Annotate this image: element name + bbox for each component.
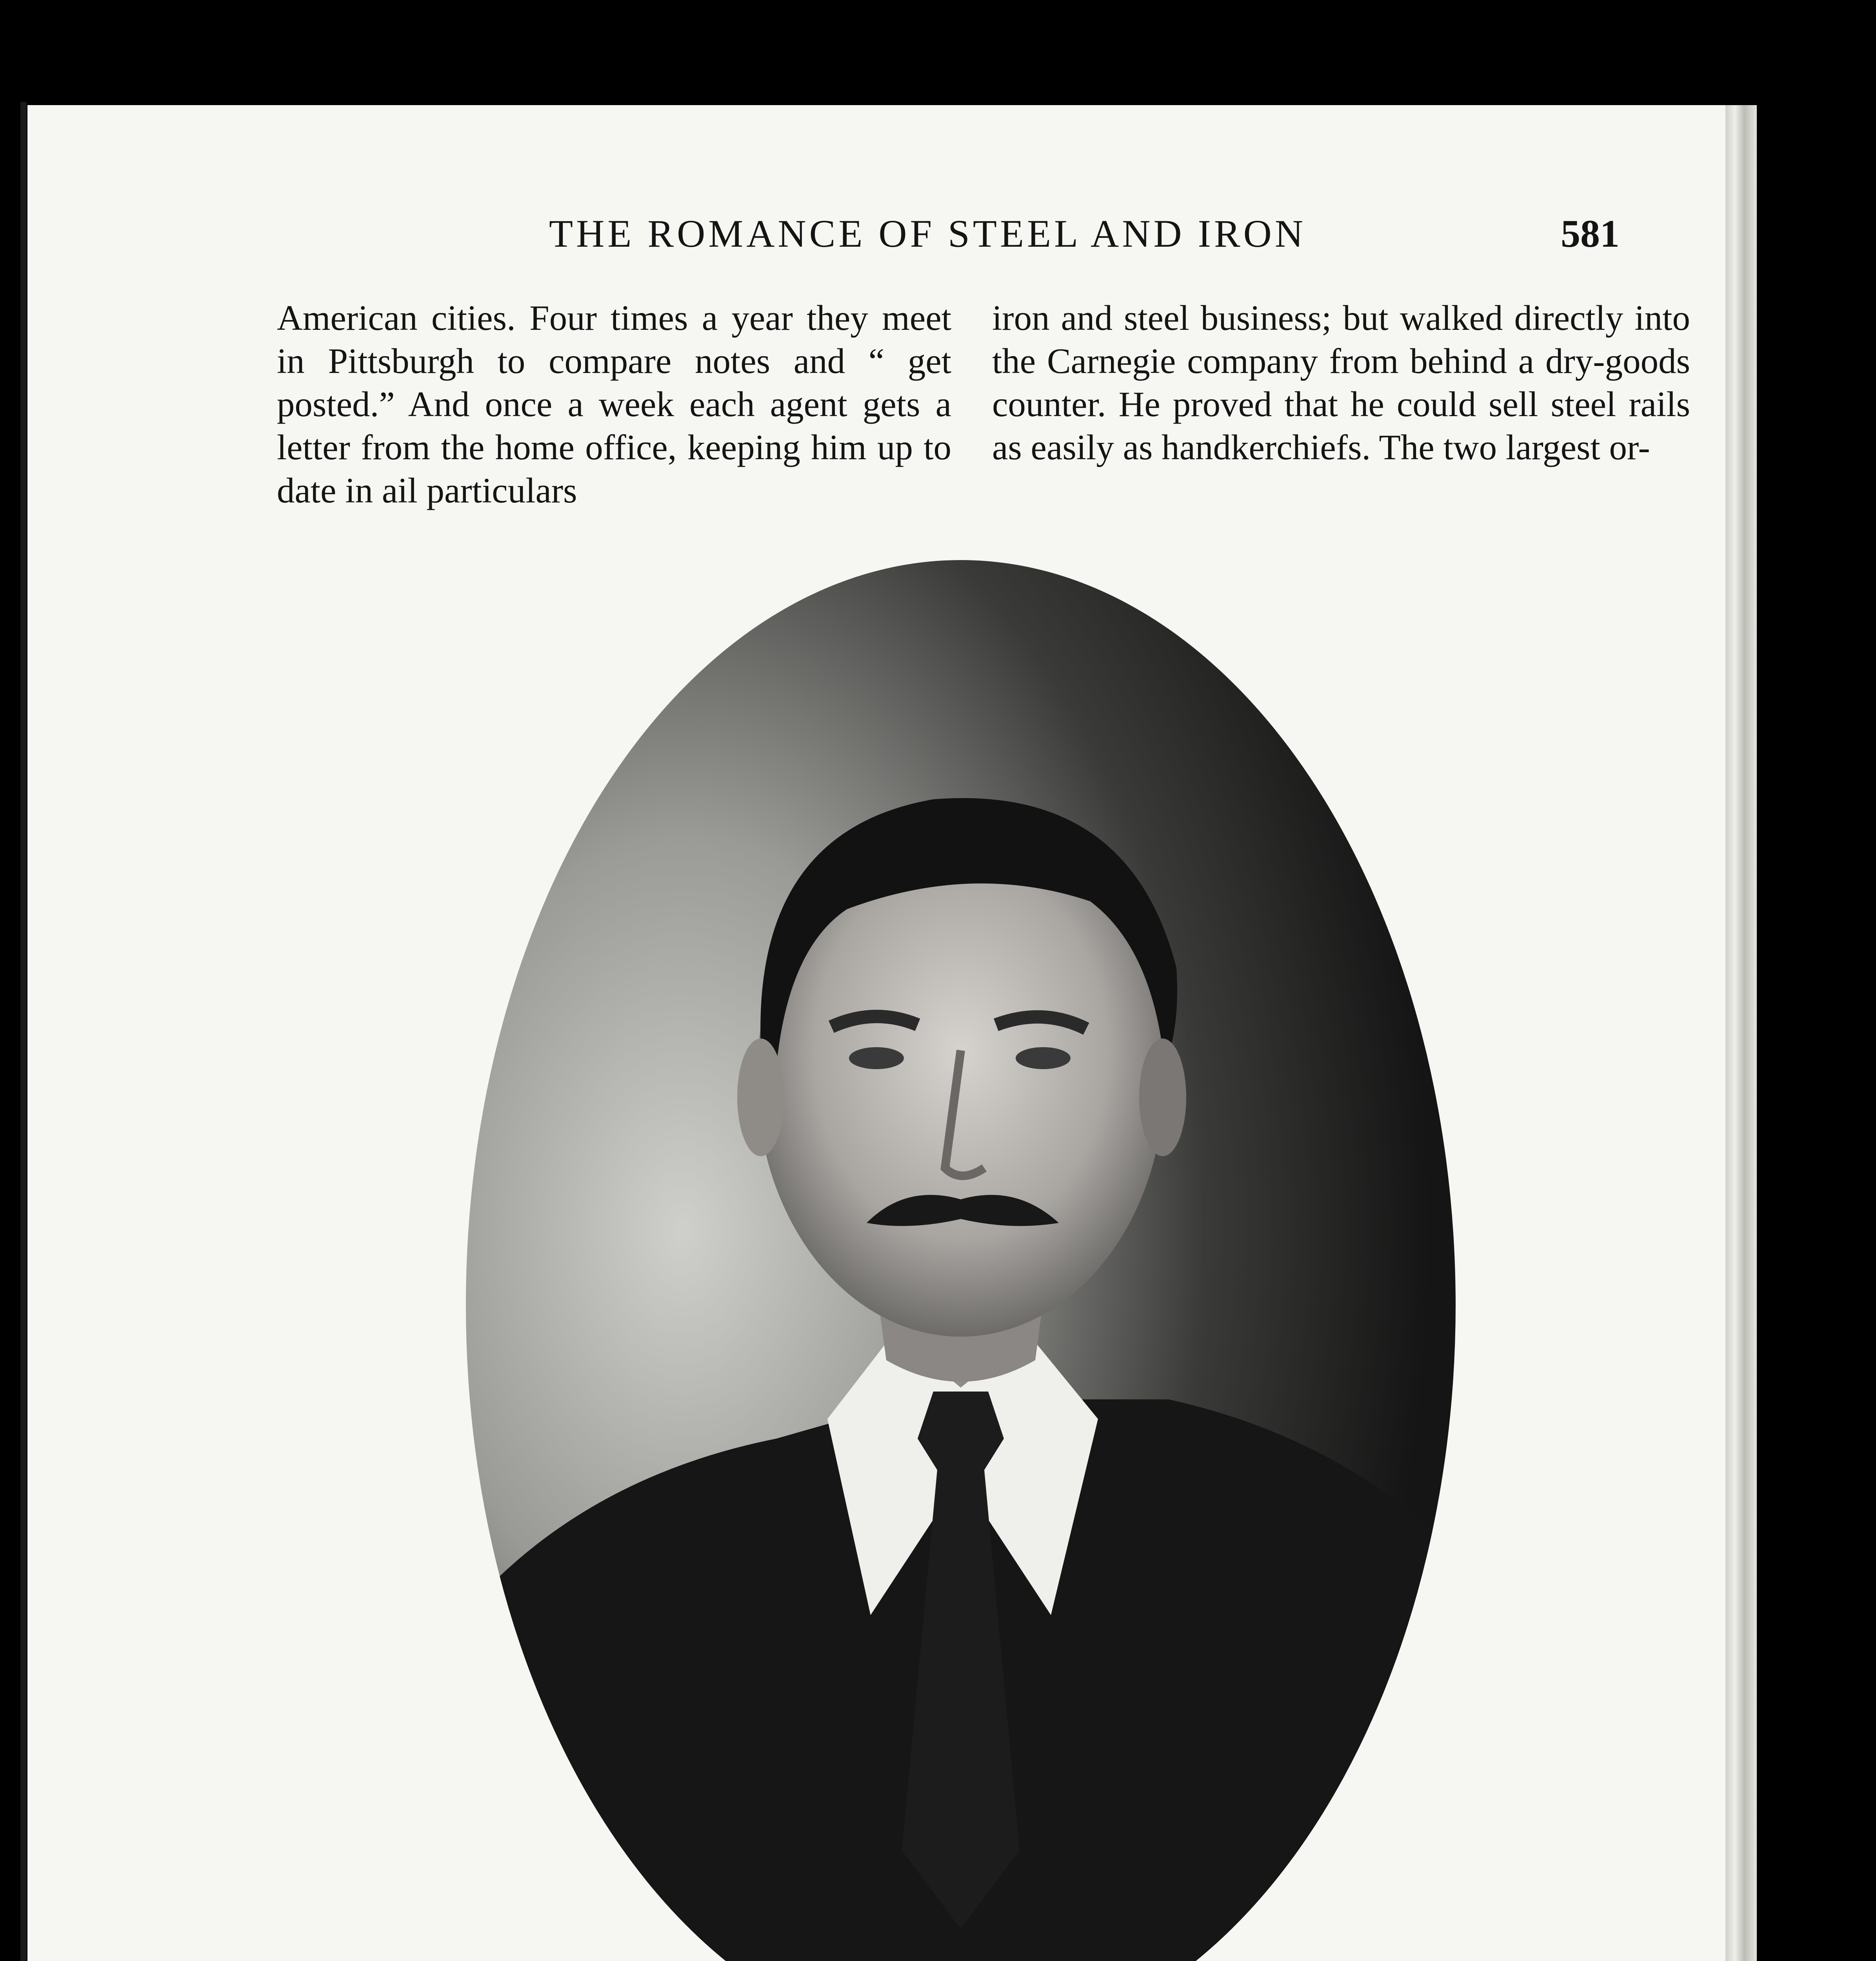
top-right-column	[992, 297, 1690, 469]
top-left-column	[277, 297, 951, 512]
binding-shadow	[20, 102, 27, 1961]
running-head	[27, 211, 1725, 270]
running-title: THE ROMANCE OF STEEL AND IRON	[549, 212, 1307, 255]
portrait-image	[463, 556, 1459, 1961]
portrait-photo	[463, 556, 1459, 1961]
page-edge	[1725, 105, 1757, 1961]
paragraph: iron and steel business; but walked directly into the Carnegie company from behind a dry-goods counter. He proved that he could sell steel rails as easily as handkerchiefs. The two largest or-	[992, 298, 1690, 467]
paragraph: American cities. Four times a year they meet in Pittsburgh to compare notes and “ get posted.” And once a week each agent gets a letter from the home office, keeping him up to date in ail particulars	[277, 298, 951, 510]
page-number: 581	[1561, 212, 1620, 255]
magazine-page	[27, 105, 1725, 1961]
